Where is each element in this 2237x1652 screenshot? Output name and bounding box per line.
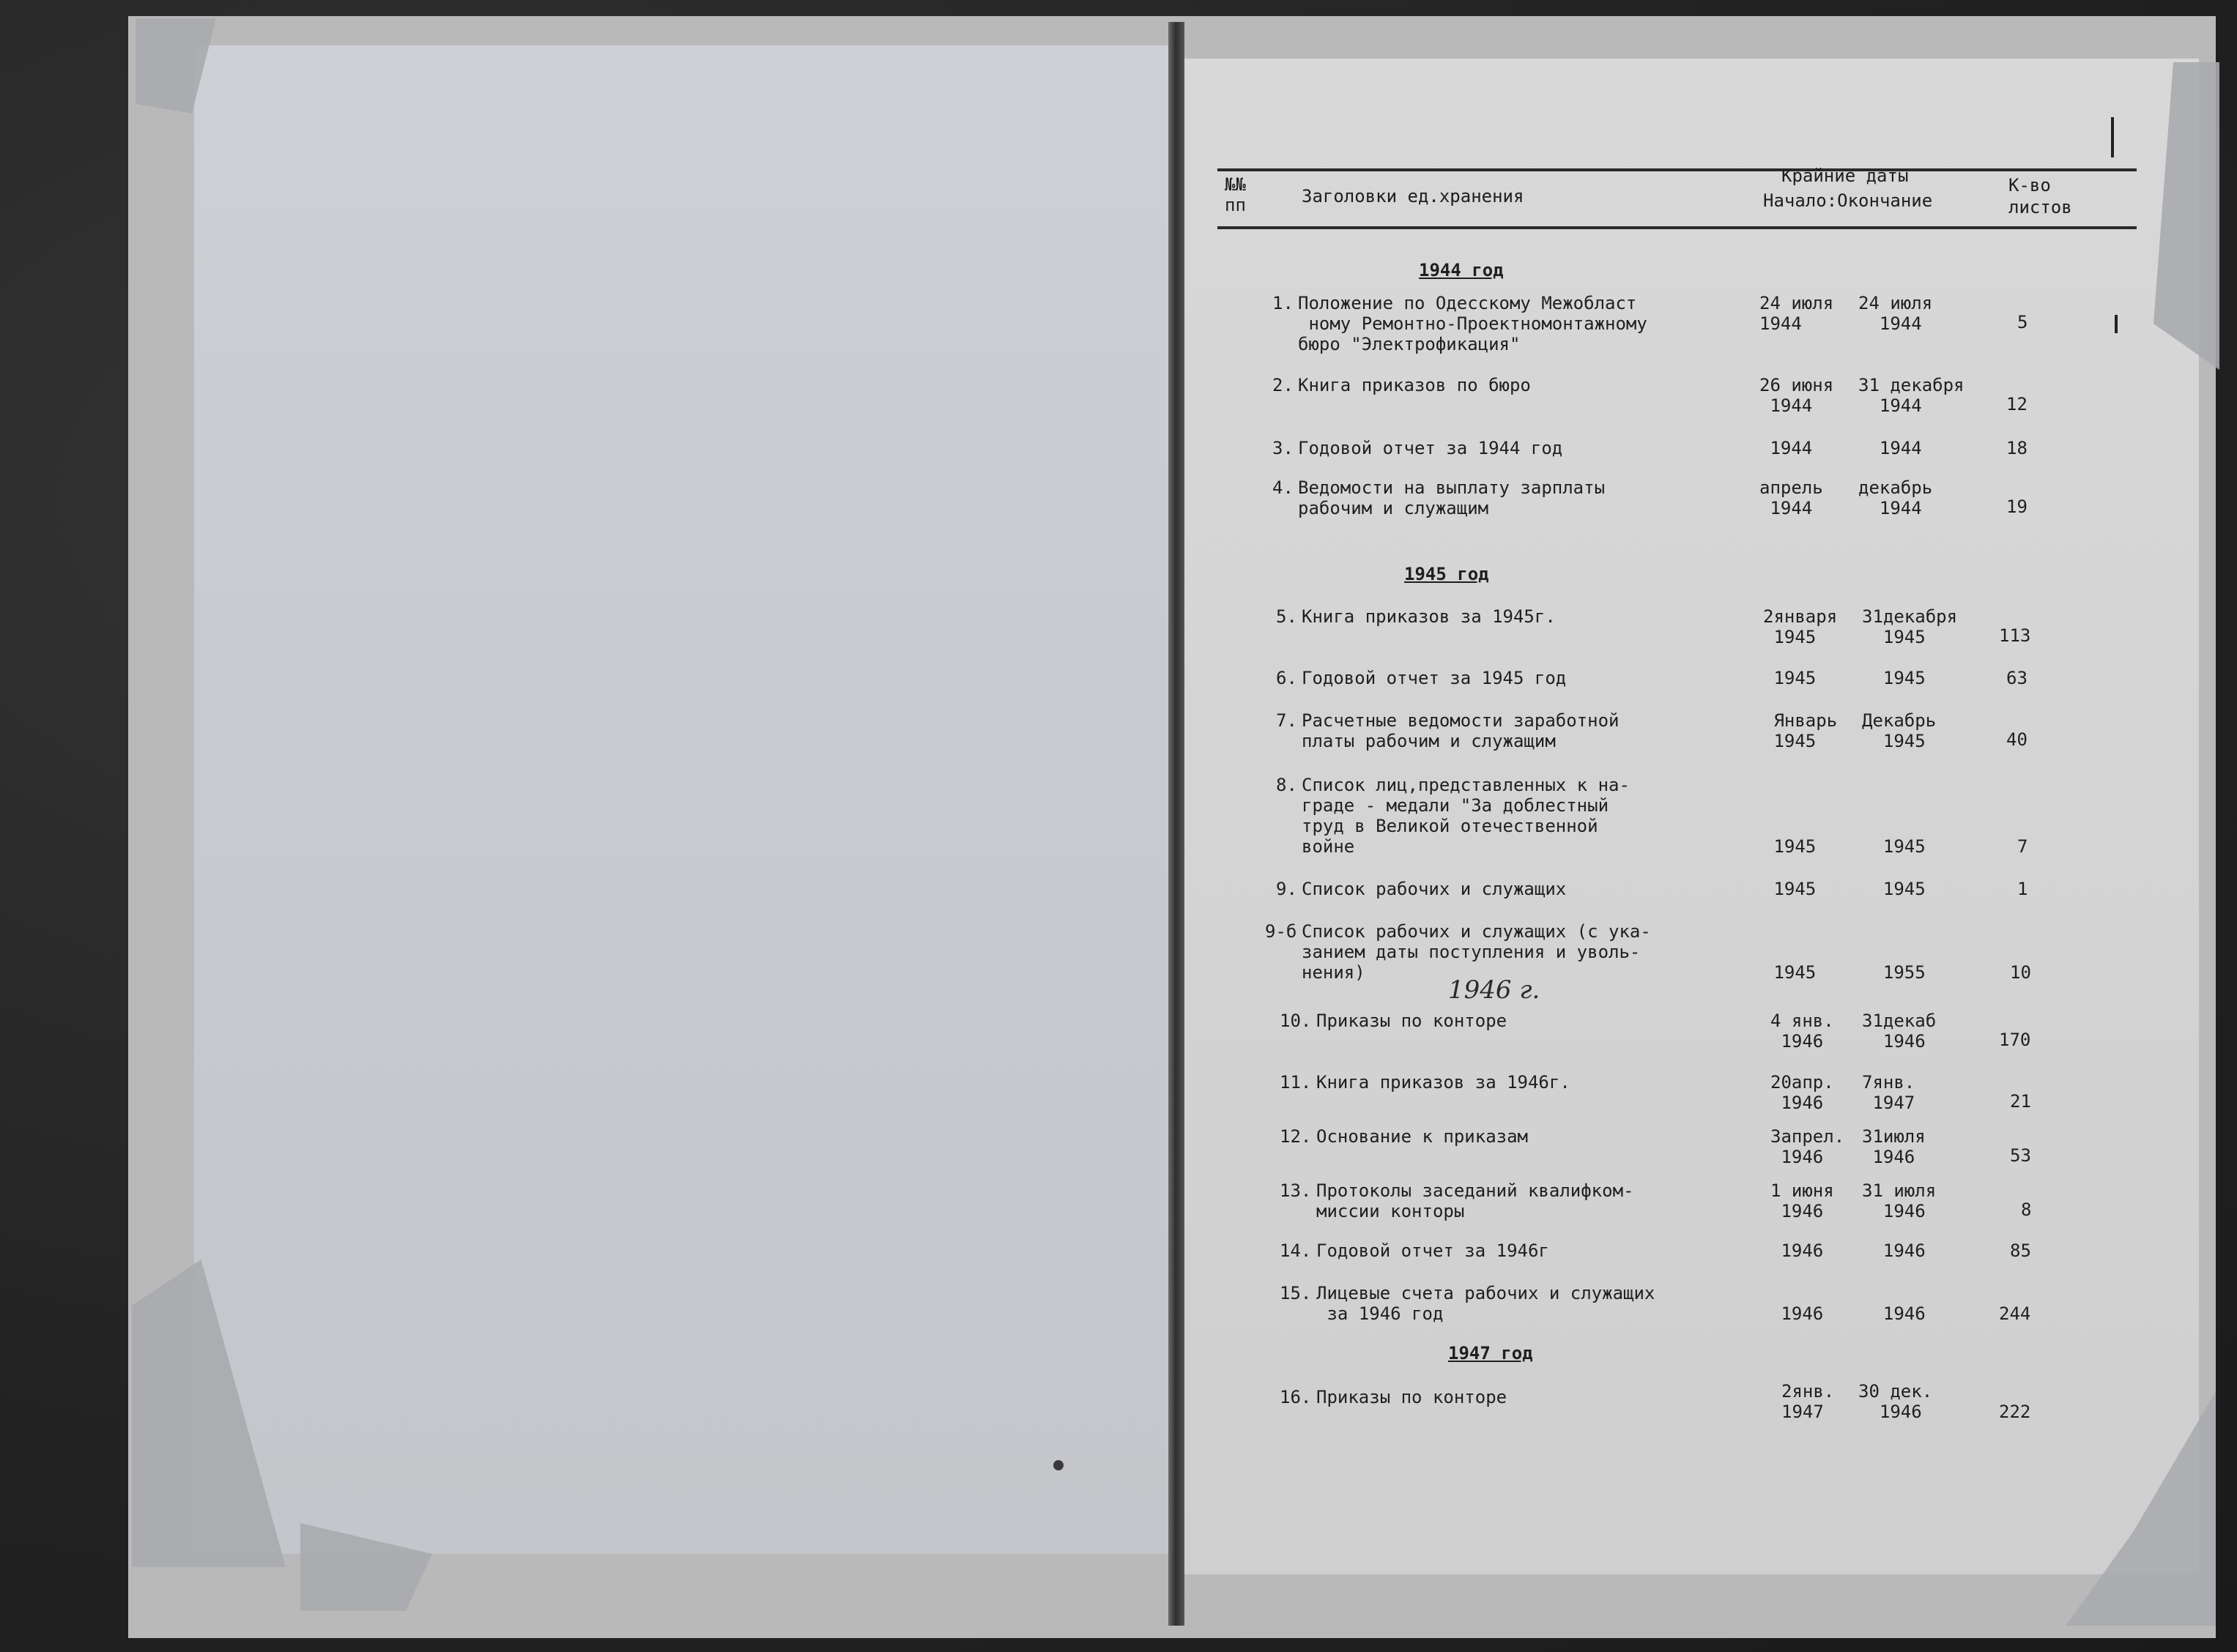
row-sheets: 113 <box>1999 625 2031 646</box>
row-start: 24 июля 1944 <box>1759 293 1834 334</box>
row-end: 1945 <box>1862 879 1926 899</box>
row-title: Основание к приказам <box>1316 1126 1528 1147</box>
row-sheets: 19 <box>2006 496 2028 517</box>
row-start: 4 янв. 1946 <box>1770 1011 1834 1052</box>
row-sheets: 21 <box>2010 1091 2031 1112</box>
row-num: 7. <box>1276 710 1297 731</box>
ink-dot <box>1053 1460 1064 1470</box>
row-title: Ведомости на выплату зарплаты рабочим и служащим <box>1298 477 1606 518</box>
row-end: 1946 <box>1882 1303 1926 1324</box>
row-sheets: 40 <box>2006 729 2028 750</box>
row-start: 1946 <box>1781 1303 1824 1324</box>
row-sheets: 85 <box>2010 1240 2031 1261</box>
row-end: 24 июля 1944 <box>1858 293 1933 334</box>
row-num: 11. <box>1280 1072 1312 1093</box>
row-num: 16. <box>1280 1387 1312 1407</box>
row-title: Книга приказов по бюро <box>1298 375 1531 395</box>
row-end: 7янв. 1947 <box>1862 1072 1915 1113</box>
header-sheets: К-во листов <box>2008 175 2072 217</box>
row-start: апрель 1944 <box>1759 477 1823 518</box>
row-start: 20апр. 1946 <box>1770 1072 1834 1113</box>
row-end: 1944 <box>1858 438 1922 458</box>
inventory-list <box>1184 59 2199 1574</box>
row-num: 3. <box>1272 438 1294 458</box>
row-title: Приказы по конторе <box>1316 1387 1507 1407</box>
header-dates-top: Крайние даты <box>1781 165 1909 186</box>
row-sheets: 12 <box>2006 394 2028 414</box>
row-num: 5. <box>1276 606 1297 627</box>
row-end: 31июля 1946 <box>1862 1126 1926 1167</box>
row-end: 30 дек. 1946 <box>1858 1381 1933 1422</box>
row-title: Годовой отчет за 1944 год <box>1298 438 1563 458</box>
row-sheets: 7 <box>2017 836 2028 857</box>
row-title: Лицевые счета рабочих и служащих за 1946 год <box>1316 1283 1655 1324</box>
row-start: 2января 1945 <box>1763 606 1838 647</box>
row-sheets: 244 <box>1999 1303 2031 1324</box>
row-title: Годовой отчет за 1945 год <box>1302 668 1567 688</box>
row-title: Список рабочих и служащих (с ука- занием даты поступления и уволь- нения) <box>1302 921 1651 983</box>
row-end: 31 июля 1946 <box>1862 1180 1937 1221</box>
row-start: 1945 <box>1763 668 1817 688</box>
year-heading-1945: 1945 год <box>1404 564 1489 584</box>
row-title: Книга приказов за 1946г. <box>1316 1072 1570 1093</box>
book-fold <box>1168 22 1184 1626</box>
row-end: Декабрь 1945 <box>1862 710 1937 751</box>
row-num: 6. <box>1276 668 1297 688</box>
row-title: Расчетные ведомости заработной платы рабочим и служащим <box>1302 710 1620 751</box>
header-title: Заголовки ед.хранения <box>1302 186 1524 206</box>
row-num: 15. <box>1280 1283 1312 1303</box>
year-heading-1944: 1944 год <box>1419 260 1504 280</box>
left-blank-page <box>194 45 1168 1554</box>
row-num: 12. <box>1280 1126 1312 1147</box>
row-sheets: 18 <box>2006 438 2028 458</box>
row-num: 1. <box>1272 293 1294 313</box>
row-title: Протоколы заседаний квалифком- миссии конторы <box>1316 1180 1634 1221</box>
row-num: 9. <box>1276 879 1297 899</box>
row-sheets: 1 <box>2017 879 2028 899</box>
row-start: 3апрел. 1946 <box>1770 1126 1845 1167</box>
row-end: 1945 <box>1882 836 1926 857</box>
row-end: 31 декабря 1944 <box>1858 375 1965 416</box>
row-sheets: 63 <box>2006 668 2028 688</box>
row-num: 14. <box>1280 1240 1312 1261</box>
row-num: 8. <box>1276 775 1297 795</box>
row-num: 2. <box>1272 375 1294 395</box>
header-num: №№ пп <box>1225 174 1246 215</box>
handwritten-year-note: 1946 г. <box>1448 975 1540 1005</box>
row-sheets: 8 <box>2021 1199 2032 1220</box>
row-num: 13. <box>1280 1180 1312 1201</box>
row-start: 1946 <box>1770 1240 1824 1261</box>
row-title: Список рабочих и служащих <box>1302 879 1567 899</box>
row-num: 9-б <box>1265 921 1297 942</box>
row-start: Январь 1945 <box>1773 710 1838 751</box>
row-end: 31декаб 1946 <box>1862 1011 1937 1052</box>
row-start: 2янв. 1947 <box>1781 1381 1835 1422</box>
right-page <box>1184 59 2199 1574</box>
row-sheets: 10 <box>2010 962 2031 983</box>
row-start: 1945 <box>1773 836 1817 857</box>
row-end: декабрь 1944 <box>1858 477 1933 518</box>
row-title: Приказы по конторе <box>1316 1011 1507 1031</box>
row-end: 1945 <box>1862 668 1926 688</box>
row-title: Книга приказов за 1945г. <box>1302 606 1556 627</box>
row-sheets: 53 <box>2010 1145 2031 1166</box>
row-end: 1946 <box>1862 1240 1926 1261</box>
row-sheets: 222 <box>1999 1402 2031 1422</box>
year-heading-1947: 1947 год <box>1448 1343 1533 1363</box>
header-dates-bottom: Начало:Окончание <box>1763 190 1933 211</box>
row-start: 1 июня 1946 <box>1770 1180 1834 1221</box>
row-end: 31декабря 1945 <box>1862 606 1958 647</box>
row-sheets: 170 <box>1999 1030 2031 1050</box>
row-start: 1944 <box>1759 438 1813 458</box>
row-start: 1945 <box>1773 962 1817 983</box>
row-end: 1955 <box>1882 962 1926 983</box>
row-num: 10. <box>1280 1011 1312 1031</box>
row-title: Положение по Одесскому Межобласт ному Ремонтно-Проектномонтажному бюро "Электрофикация" <box>1298 293 1647 354</box>
row-start: 26 июня 1944 <box>1759 375 1834 416</box>
row-sheets: 5 <box>2017 312 2028 332</box>
row-title: Список лиц,представленных к на- граде - медали "За доблестный труд в Великой отечественной войне <box>1302 775 1630 857</box>
row-num: 4. <box>1272 477 1294 498</box>
row-title: Годовой отчет за 1946г <box>1316 1240 1549 1261</box>
row-start: 1945 <box>1763 879 1817 899</box>
